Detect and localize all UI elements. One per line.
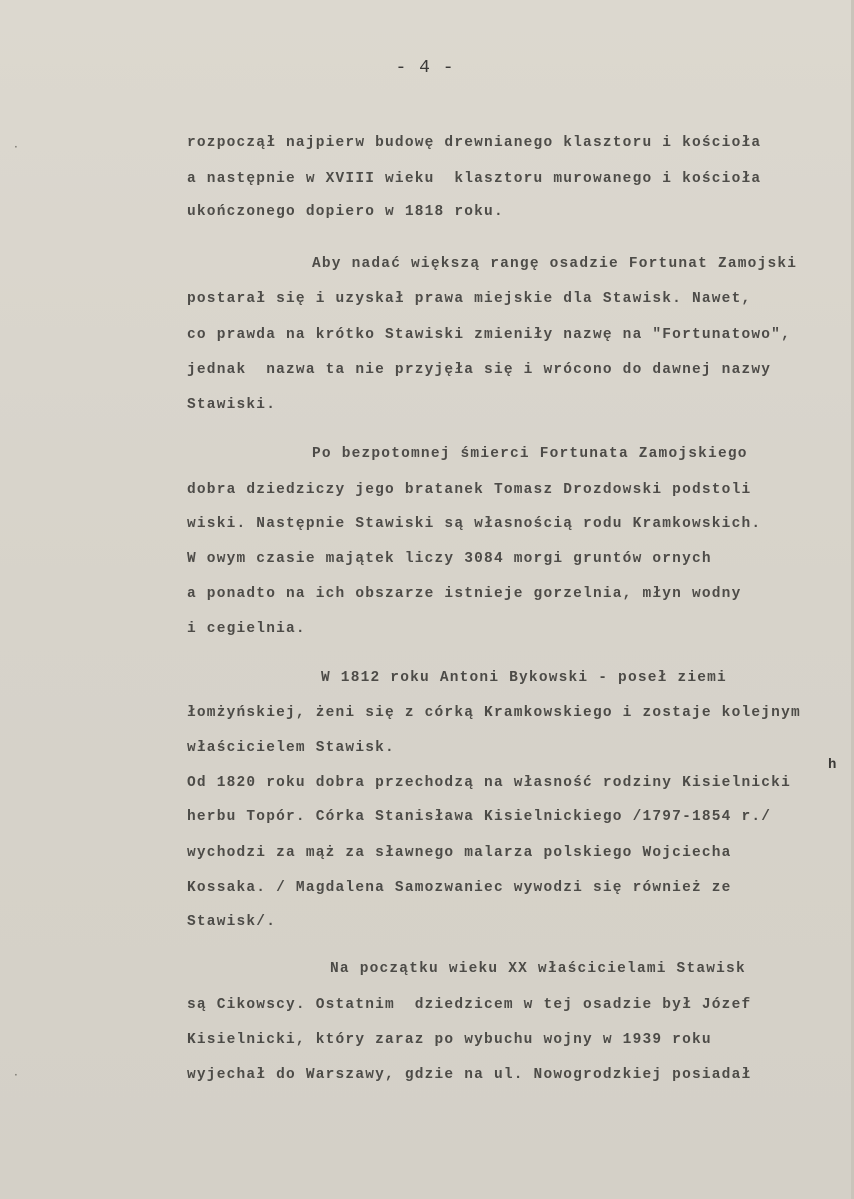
text-line: W 1812 roku Antoni Bykowski - poseł ziemi (321, 670, 727, 686)
text-line: Stawiski. (187, 397, 277, 413)
margin-mark: · (14, 140, 18, 154)
text-line: a ponadto na ich obszarze istnieje gorzelnia, młyn wodny (187, 586, 742, 602)
text-line: jednak nazwa ta nie przyjęła się i wrócono do dawnej nazwy (187, 362, 772, 378)
text-line: rozpoczął najpierw budowę drewnianego klasztoru i kościoła (187, 135, 762, 151)
text-line: postarał się i uzyskał prawa miejskie dla Stawisk. Nawet, (187, 291, 752, 307)
text-line: W owym czasie majątek liczy 3084 morgi gruntów ornych (187, 551, 712, 567)
text-line: wyjechał do Warszawy, gdzie na ul. Nowogrodzkiej posiadał (187, 1067, 752, 1083)
text-line: Kossaka. / Magdalena Samozwaniec wywodzi się również ze (187, 880, 732, 896)
text-line: Aby nadać większą rangę osadzie Fortunat Zamojski (312, 256, 798, 272)
text-line: i cegielnia. (187, 621, 306, 637)
text-line: Od 1820 roku dobra przechodzą na własność rodziny Kisielnicki (187, 775, 791, 791)
text-line: dobra dziedziczy jego bratanek Tomasz Drozdowski podstoli (187, 482, 752, 498)
page-number: - 4 - (395, 58, 455, 78)
text-line: a następnie w XVIII wieku klasztoru murowanego i kościoła (187, 171, 762, 187)
text-line: ukończonego dopiero w 1818 roku. (187, 204, 504, 220)
text-line: są Cikowscy. Ostatnim dziedzicem w tej osadzie był Józef (187, 997, 752, 1013)
margin-mark: · (14, 1068, 18, 1082)
text-line: Na początku wieku XX właścicielami Stawisk (330, 961, 746, 977)
text-line: wychodzi za mąż za sławnego malarza polskiego Wojciecha (187, 845, 732, 861)
text-line: Kisielnicki, który zaraz po wybuchu wojny w 1939 roku (187, 1032, 712, 1048)
text-line: herbu Topór. Córka Stanisława Kisielnickiego /1797-1854 r./ (187, 809, 772, 825)
text-line: Stawisk/. (187, 914, 277, 930)
text-line: łomżyńskiej, żeni się z córką Kramkowskiego i zostaje kolejnym (187, 705, 801, 721)
text-line: Po bezpotomnej śmierci Fortunata Zamojskiego (312, 446, 748, 462)
handwritten-correction: h (828, 757, 837, 773)
text-line: wiski. Następnie Stawiski są własnością rodu Kramkowskich. (187, 516, 762, 532)
text-line: właścicielem Stawisk. (187, 740, 395, 756)
text-line: co prawda na krótko Stawiski zmieniły nazwę na "Fortunatowo", (187, 327, 791, 343)
